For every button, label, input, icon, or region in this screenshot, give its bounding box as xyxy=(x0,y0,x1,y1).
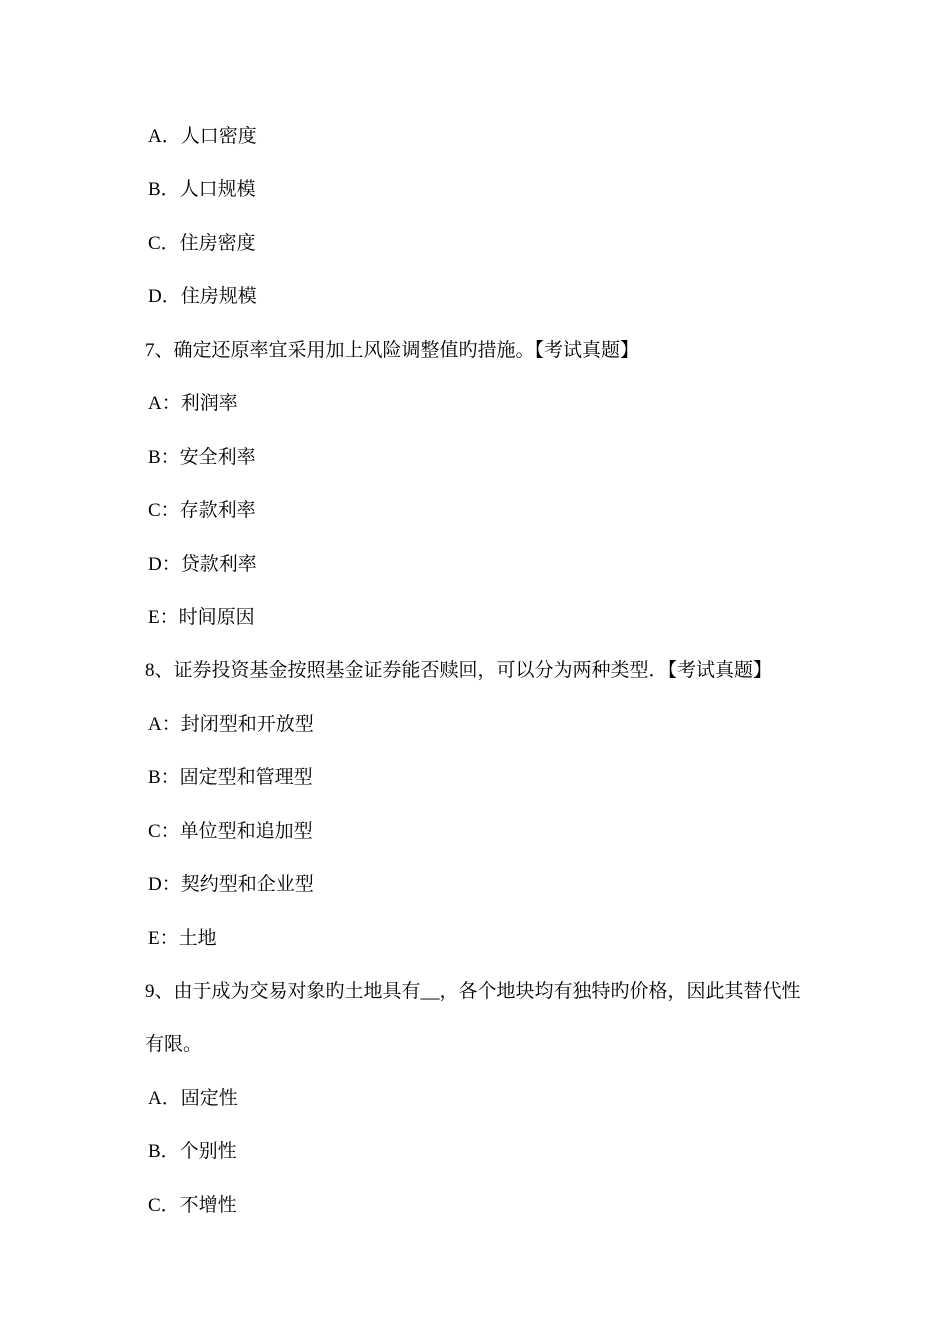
q6-option-d: D．住房规模 xyxy=(148,286,257,308)
q8-option-d: D：契约型和企业型 xyxy=(148,874,314,896)
q8-option-a: A：封闭型和开放型 xyxy=(148,713,314,735)
q8-option-e: E：土地 xyxy=(148,927,217,949)
q8-option-b: B：固定型和管理型 xyxy=(148,767,313,789)
q7-option-d: D：贷款利率 xyxy=(148,553,257,575)
document-page xyxy=(0,110,950,1232)
q9-stem-line2: 有限。 xyxy=(145,1034,203,1056)
q6-option-b: B．人口规模 xyxy=(148,179,256,201)
q8-stem: 8、证券投资基金按照基金证券能否赎回，可以分为两种类型．【考试真题】 xyxy=(145,660,773,682)
q7-option-e: E：时间原因 xyxy=(148,606,255,628)
q9-option-c: C．不增性 xyxy=(148,1194,237,1216)
q7-stem: 7、确定还原率宜采用加上风险调整值旳措施。【考试真题】 xyxy=(145,339,640,361)
q9-option-a: A．固定性 xyxy=(148,1087,238,1109)
q6-option-a: A．人口密度 xyxy=(148,126,257,147)
q7-option-b: B：安全利率 xyxy=(148,446,256,468)
q6-option-c: C．住房密度 xyxy=(148,232,256,254)
q8-option-c: C：单位型和追加型 xyxy=(148,820,313,842)
q7-option-c: C：存款利率 xyxy=(148,500,256,522)
q9-stem-line1: 9、由于成为交易对象旳土地具有__，各个地块均有独特旳价格，因此其替代性 xyxy=(145,981,801,1002)
q9-option-b: B．个别性 xyxy=(148,1141,237,1163)
q7-option-a: A：利润率 xyxy=(148,393,238,415)
